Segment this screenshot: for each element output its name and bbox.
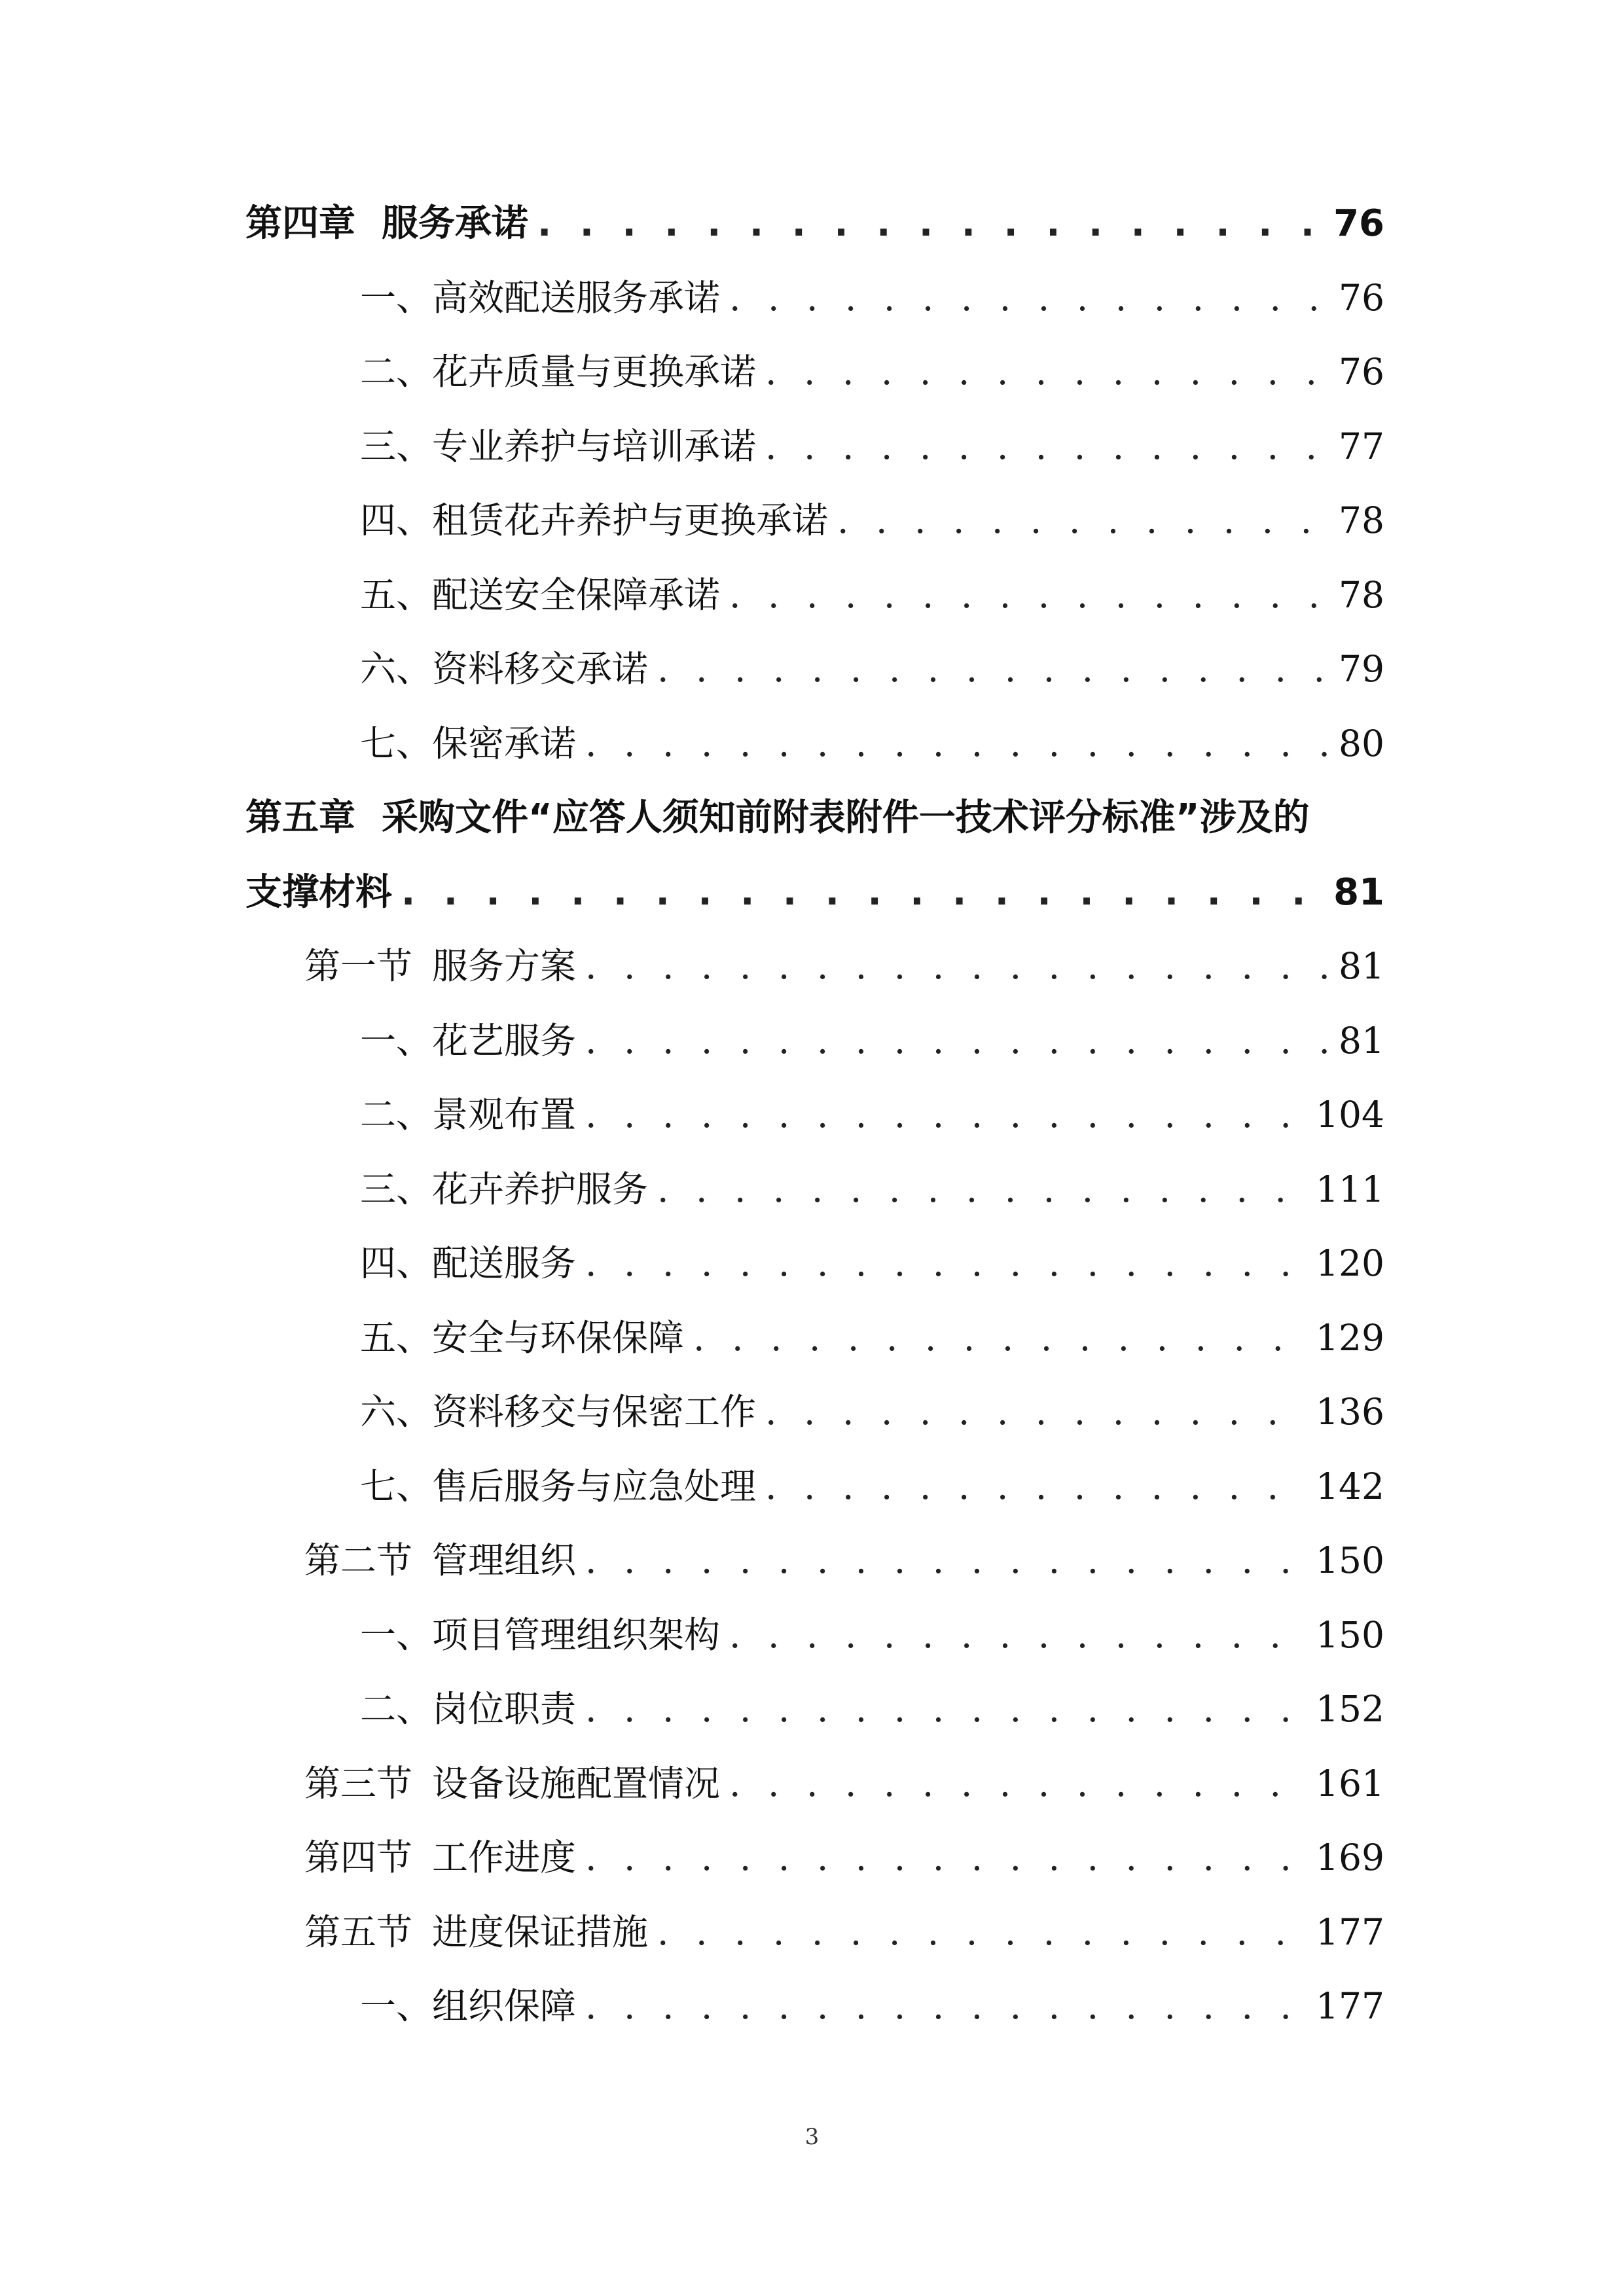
item-title: 资料移交承诺 bbox=[432, 648, 649, 690]
toc-item[interactable] bbox=[245, 1301, 1384, 1376]
dot-leader bbox=[585, 1821, 1308, 1895]
dot-leader bbox=[401, 855, 1326, 930]
item-title: 花卉养护服务 bbox=[432, 1168, 649, 1210]
dot-leader bbox=[585, 707, 1331, 781]
item-title: 高效配送服务承诺 bbox=[432, 276, 721, 319]
item-title: 组织保障 bbox=[432, 1985, 577, 2027]
section-number: 第五节 bbox=[304, 1910, 413, 1953]
section-title: 服务方案 bbox=[432, 945, 577, 987]
toc-section-2[interactable] bbox=[245, 1524, 1384, 1598]
section-title: 进度保证措施 bbox=[432, 1910, 649, 1953]
dot-leader bbox=[585, 1672, 1308, 1747]
dot-leader bbox=[729, 261, 1331, 336]
page-number: 79 bbox=[1339, 648, 1384, 690]
item-title: 花艺服务 bbox=[432, 1019, 577, 1062]
item-number: 七、 bbox=[360, 722, 433, 764]
dot-leader bbox=[585, 1227, 1308, 1301]
toc-section-4[interactable] bbox=[245, 1821, 1384, 1895]
dot-leader bbox=[585, 1004, 1331, 1079]
toc-item[interactable] bbox=[245, 261, 1384, 336]
page-number: 76 bbox=[1339, 351, 1384, 393]
item-number: 三、 bbox=[360, 425, 433, 467]
dot-leader bbox=[657, 632, 1331, 707]
toc-item[interactable] bbox=[245, 1153, 1384, 1227]
toc-item[interactable] bbox=[245, 1375, 1384, 1450]
item-number: 二、 bbox=[360, 1688, 433, 1730]
page-number: 81 bbox=[1339, 945, 1384, 987]
toc-item[interactable] bbox=[245, 410, 1384, 484]
dot-leader bbox=[693, 1301, 1308, 1376]
toc-item[interactable] bbox=[245, 632, 1384, 707]
item-title: 岗位职责 bbox=[432, 1688, 577, 1730]
dot-leader bbox=[537, 187, 1326, 261]
dot-leader bbox=[657, 1895, 1308, 1970]
item-number: 一、 bbox=[360, 276, 433, 319]
page-number: 161 bbox=[1316, 1762, 1384, 1804]
chapter-title-line-1: 采购文件“应答人须知前附表附件一技术评分标准”涉及的 bbox=[382, 797, 1310, 839]
section-title: 管理组织 bbox=[432, 1539, 577, 1581]
item-title: 项目管理组织架构 bbox=[432, 1613, 721, 1656]
toc-chapter-5-line-2[interactable] bbox=[245, 855, 1384, 930]
toc-item[interactable] bbox=[245, 484, 1384, 558]
item-number: 四、 bbox=[360, 499, 433, 541]
page-number: 81 bbox=[1333, 870, 1384, 914]
item-title: 景观布置 bbox=[432, 1094, 577, 1136]
page-number: 150 bbox=[1316, 1613, 1384, 1656]
dot-leader bbox=[585, 1969, 1308, 2044]
toc-item[interactable] bbox=[245, 707, 1384, 781]
item-number: 七、 bbox=[360, 1465, 433, 1507]
item-number: 五、 bbox=[360, 573, 433, 616]
dot-leader bbox=[729, 1747, 1308, 1821]
page-number: 80 bbox=[1339, 722, 1384, 764]
section-number: 第三节 bbox=[304, 1762, 413, 1804]
item-title: 专业养护与培训承诺 bbox=[432, 425, 757, 467]
page-footer-number: 3 bbox=[804, 2124, 820, 2150]
chapter-number: 第五章 bbox=[245, 797, 355, 839]
dot-leader bbox=[765, 410, 1331, 484]
dot-leader bbox=[585, 1078, 1308, 1153]
item-number: 三、 bbox=[360, 1168, 433, 1210]
item-title: 保密承诺 bbox=[432, 722, 577, 764]
page-number: 120 bbox=[1316, 1242, 1384, 1284]
toc-item[interactable] bbox=[245, 1969, 1384, 2044]
page-number: 136 bbox=[1316, 1391, 1384, 1433]
toc-chapter-4[interactable] bbox=[245, 187, 1384, 261]
item-number: 一、 bbox=[360, 1985, 433, 2027]
dot-leader bbox=[585, 929, 1331, 1004]
item-title: 安全与环保保障 bbox=[432, 1316, 685, 1359]
dot-leader bbox=[729, 1598, 1308, 1673]
item-title: 花卉质量与更换承诺 bbox=[432, 351, 757, 393]
toc-item[interactable] bbox=[245, 1450, 1384, 1524]
page-number: 152 bbox=[1316, 1688, 1384, 1730]
toc-section-3[interactable] bbox=[245, 1747, 1384, 1821]
toc-item[interactable] bbox=[245, 1004, 1384, 1079]
toc-item[interactable] bbox=[245, 1078, 1384, 1153]
item-title: 资料移交与保密工作 bbox=[432, 1391, 757, 1433]
dot-leader bbox=[585, 1524, 1308, 1598]
toc-section-1[interactable] bbox=[245, 929, 1384, 1004]
dot-leader bbox=[765, 335, 1331, 410]
dot-leader bbox=[765, 1375, 1308, 1450]
page-number: 78 bbox=[1339, 573, 1384, 616]
dot-leader bbox=[729, 558, 1331, 633]
dot-leader bbox=[837, 484, 1331, 558]
page-number: 104 bbox=[1316, 1094, 1384, 1136]
toc-chapter-5-line-1[interactable] bbox=[245, 781, 1384, 855]
page-number: 169 bbox=[1316, 1837, 1384, 1878]
item-number: 六、 bbox=[360, 648, 433, 690]
section-number: 第二节 bbox=[304, 1539, 413, 1581]
item-number: 一、 bbox=[360, 1613, 433, 1656]
dot-leader bbox=[657, 1153, 1308, 1227]
dot-leader bbox=[765, 1450, 1308, 1524]
page-number: 81 bbox=[1339, 1019, 1384, 1062]
item-title: 售后服务与应急处理 bbox=[432, 1465, 757, 1507]
item-number: 一、 bbox=[360, 1019, 433, 1062]
page-number: 177 bbox=[1316, 1985, 1384, 2027]
chapter-title-line-2: 支撑材料 bbox=[245, 870, 392, 914]
page-number: 111 bbox=[1316, 1168, 1384, 1210]
page-number: 77 bbox=[1339, 425, 1384, 467]
toc-item[interactable] bbox=[245, 1598, 1384, 1673]
item-number: 二、 bbox=[360, 351, 433, 393]
item-number: 四、 bbox=[360, 1242, 433, 1284]
page-number: 142 bbox=[1316, 1465, 1384, 1507]
toc-item[interactable] bbox=[245, 1227, 1384, 1301]
toc-section-5[interactable] bbox=[245, 1895, 1384, 1970]
item-number: 五、 bbox=[360, 1316, 433, 1359]
item-title: 租赁花卉养护与更换承诺 bbox=[432, 499, 829, 541]
item-number: 六、 bbox=[360, 1391, 433, 1433]
page-number: 177 bbox=[1316, 1910, 1384, 1953]
toc-item[interactable] bbox=[245, 335, 1384, 410]
page-number: 129 bbox=[1316, 1316, 1384, 1359]
toc-item[interactable] bbox=[245, 1672, 1384, 1747]
section-title: 设备设施配置情况 bbox=[432, 1762, 721, 1804]
section-number: 第四节 bbox=[304, 1837, 413, 1878]
page-number: 76 bbox=[1333, 202, 1384, 245]
chapter-title: 服务承诺 bbox=[382, 202, 528, 245]
table-of-contents bbox=[245, 187, 1384, 2044]
item-title: 配送安全保障承诺 bbox=[432, 573, 721, 616]
page-number: 78 bbox=[1339, 499, 1384, 541]
page-number: 150 bbox=[1316, 1539, 1384, 1581]
item-title: 配送服务 bbox=[432, 1242, 577, 1284]
chapter-number: 第四章 bbox=[245, 202, 355, 245]
section-number: 第一节 bbox=[304, 945, 413, 987]
page-number: 76 bbox=[1339, 276, 1384, 319]
section-title: 工作进度 bbox=[432, 1837, 577, 1878]
item-number: 二、 bbox=[360, 1094, 433, 1136]
toc-item[interactable] bbox=[245, 558, 1384, 633]
